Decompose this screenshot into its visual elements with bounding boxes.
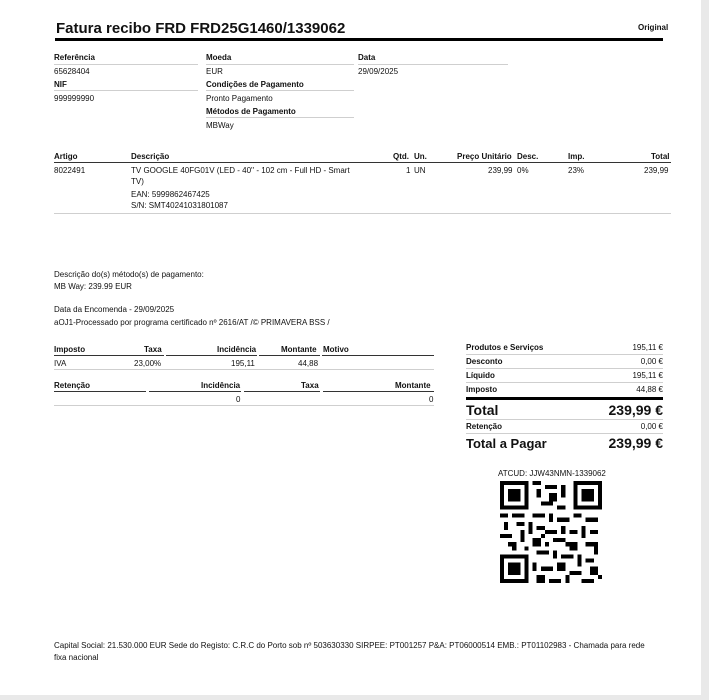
tax-row-taxa: 23,00% <box>134 359 162 368</box>
tax-row-imposto: IVA <box>54 359 67 368</box>
footer-line2: fixa nacional <box>54 653 99 662</box>
sum-pagar-label: Total a Pagar <box>466 436 547 451</box>
moeda-value: EUR <box>206 67 223 76</box>
order-date: Data da Encomenda - 29/09/2025 <box>54 305 175 314</box>
item-preco: 239,99 <box>488 166 513 175</box>
atcud-label: ATCUD: JJW43NMN-1339062 <box>498 469 606 478</box>
condicoes-value: Pronto Pagamento <box>206 94 273 103</box>
sum-imposto-label: Imposto <box>466 385 498 394</box>
sum-retencao-label: Retenção <box>466 422 503 431</box>
header-rule <box>55 38 663 41</box>
tax-col-montante: Montante <box>281 345 317 354</box>
tax-col-incidencia: Incidência <box>217 345 257 354</box>
nif-label: NIF <box>54 80 67 89</box>
ret-row-montante: 0 <box>429 395 434 404</box>
item-imp: 23% <box>568 166 585 175</box>
moeda-label: Moeda <box>206 53 232 62</box>
referencia-label: Referência <box>54 53 95 62</box>
sum-imposto-value: 44,88 € <box>636 385 663 394</box>
ret-col-taxa: Taxa <box>301 381 319 390</box>
sum-desconto-value: 0,00 € <box>640 357 663 366</box>
payment-desc-title: Descrição do(s) método(s) de pagamento: <box>54 270 204 279</box>
col-descricao: Descrição <box>131 152 170 161</box>
tax-row-incidencia: 195,11 <box>231 359 255 368</box>
item-total: 239,99 <box>644 166 669 175</box>
sum-liquido-label: Líquido <box>466 371 495 380</box>
ret-col-montante: Montante <box>395 381 431 390</box>
sum-total-value: 239,99 € <box>608 402 663 418</box>
metodos-label: Métodos de Pagamento <box>206 107 296 116</box>
item-desc-line2: TV) <box>131 177 144 186</box>
item-desc: 0% <box>517 166 529 175</box>
sum-produtos-label: Produtos e Serviços <box>466 343 544 352</box>
sum-produtos-value: 195,11 € <box>632 343 663 352</box>
footer-line1: Capital Social: 21.530.000 EUR Sede do Registo: C.R.C do Porto sob nº 503630330 SIRPEE: PT001257 P&A: PT06000514 EMB.: PT01102983 - Chamada para rede <box>54 641 645 650</box>
sum-liquido-value: 195,11 € <box>632 371 663 380</box>
item-un: UN <box>414 166 426 175</box>
ret-col-retencao: Retenção <box>54 381 91 390</box>
copy-label: Original <box>638 23 669 32</box>
sum-desconto-label: Desconto <box>466 357 503 366</box>
condicoes-label: Condições de Pagamento <box>206 80 304 89</box>
col-qtd: Qtd. <box>393 152 409 161</box>
data-value: 29/09/2025 <box>358 67 399 76</box>
data-label: Data <box>358 53 376 62</box>
sum-retencao-value: 0,00 € <box>640 422 663 431</box>
item-qtd: 1 <box>406 166 411 175</box>
col-total: Total <box>651 152 670 161</box>
col-imp: Imp. <box>568 152 585 161</box>
metodos-value: MBWay <box>206 121 234 130</box>
item-artigo: 8022491 <box>54 166 86 175</box>
col-preco: Preço Unitário <box>457 152 512 161</box>
tax-col-motivo: Motivo <box>323 345 349 354</box>
tax-col-imposto: Imposto <box>54 345 86 354</box>
ret-row-incidencia: 0 <box>236 395 241 404</box>
sum-pagar-value: 239,99 € <box>608 435 663 451</box>
ret-col-incidencia: Incidência <box>201 381 241 390</box>
referencia-value: 65628404 <box>54 67 90 76</box>
col-artigo: Artigo <box>54 152 78 161</box>
item-desc-line1: TV GOOGLE 40FG01V (LED - 40'' - 102 cm - Full HD - Smart <box>131 166 350 175</box>
qr-code <box>500 481 602 583</box>
payment-desc-value: MB Way: 239.99 EUR <box>54 282 132 291</box>
item-sn: S/N: SMT40241031801087 <box>131 201 228 210</box>
col-un: Un. <box>414 152 427 161</box>
tax-col-taxa: Taxa <box>144 345 162 354</box>
invoice-title: Fatura recibo FRD FRD25G1460/1339062 <box>56 20 346 37</box>
item-ean: EAN: 5999862467425 <box>131 190 210 199</box>
sum-total-label: Total <box>466 402 499 418</box>
certification-note: aOJ1-Processado por programa certificado nº 2616/AT /© PRIMAVERA BSS / <box>54 318 330 327</box>
col-desc: Desc. <box>517 152 539 161</box>
tax-row-montante: 44,88 <box>298 359 319 368</box>
nif-value: 999999990 <box>54 94 95 103</box>
